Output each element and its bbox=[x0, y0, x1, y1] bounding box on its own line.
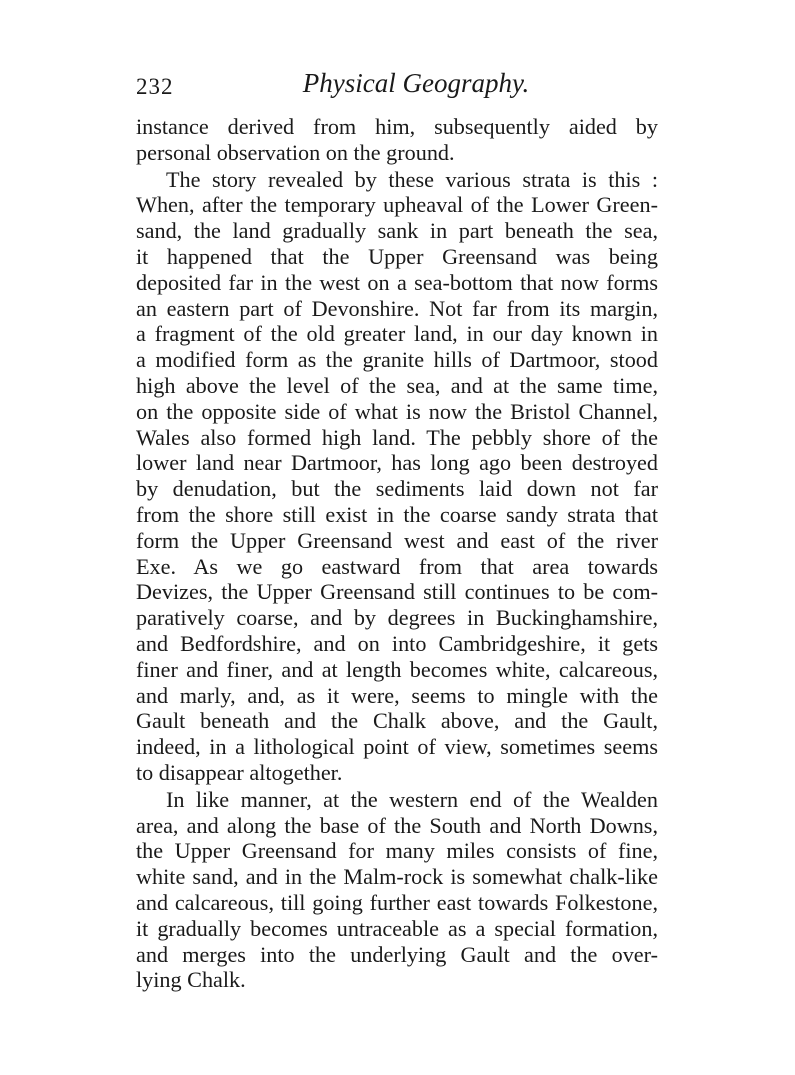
text-line: Gault beneath and the Chalk above, and the Gault, bbox=[136, 708, 658, 734]
text-line: paratively coarse, and by degrees in Buckinghamshire, bbox=[136, 605, 658, 631]
text-line: Devizes, the Upper Greensand still continues to be com- bbox=[136, 579, 658, 605]
text-line: it gradually becomes untraceable as a special formation, bbox=[136, 915, 658, 941]
text-line: lower land near Dartmoor, has long ago been destroyed bbox=[136, 450, 658, 476]
page-header bbox=[136, 62, 666, 102]
body-text bbox=[136, 114, 658, 993]
text-line: and calcareous, till going further east towards Folkestone, bbox=[136, 889, 658, 915]
text-line: a modified form as the granite hills of Dartmoor, stood bbox=[136, 347, 658, 373]
text-line: the Upper Greensand for many miles consists of fine, bbox=[136, 838, 658, 864]
running-title: Physical Geography. bbox=[302, 68, 530, 98]
text-line: When, after the temporary upheaval of the Lower Green- bbox=[136, 192, 658, 218]
text-line: lying Chalk. bbox=[136, 967, 246, 993]
text-line: and marly, and, as it were, seems to mingle with the bbox=[136, 682, 658, 708]
text-line: high above the level of the sea, and at the same time, bbox=[136, 372, 658, 398]
text-line: The story revealed by these various strata is this : bbox=[166, 166, 658, 192]
text-line: white sand, and in the Malm-rock is somewhat chalk-like bbox=[136, 864, 658, 890]
text-line: personal observation on the ground. bbox=[136, 139, 455, 165]
text-line: on the opposite side of what is now the Bristol Channel, bbox=[136, 398, 658, 424]
text-line: Wales also formed high land. The pebbly shore of the bbox=[136, 424, 658, 450]
text-line: from the shore still exist in the coarse sandy strata that bbox=[136, 501, 658, 527]
text-line: by denudation, but the sediments laid down not far bbox=[136, 476, 658, 502]
text-line: and merges into the underlying Gault and the over- bbox=[136, 941, 658, 967]
page-number: 232 bbox=[136, 74, 174, 99]
text-line: sand, the land gradually sank in part beneath the sea, bbox=[136, 218, 658, 244]
paragraph bbox=[136, 167, 658, 786]
text-line: an eastern part of Devonshire. Not far from its margin, bbox=[136, 295, 658, 321]
text-line: to disappear altogether. bbox=[136, 759, 343, 785]
text-line: In like manner, at the western end of the Wealden bbox=[166, 786, 658, 812]
text-line: finer and finer, and at length becomes white, calcareous, bbox=[136, 656, 658, 682]
text-line: a fragment of the old greater land, in our day known in bbox=[136, 321, 658, 347]
text-line: area, and along the base of the South and North Downs, bbox=[136, 812, 658, 838]
text-line: it happened that the Upper Greensand was being bbox=[136, 243, 658, 269]
text-line: deposited far in the west on a sea-bottom that now forms bbox=[136, 269, 658, 295]
text-line: form the Upper Greensand west and east of the river bbox=[136, 527, 658, 553]
text-line: instance derived from him, subsequently aided by bbox=[136, 114, 658, 139]
paragraph bbox=[136, 787, 658, 993]
text-line: indeed, in a lithological point of view, sometimes seems bbox=[136, 734, 658, 760]
text-line: and Bedfordshire, and on into Cambridgeshire, it gets bbox=[136, 630, 658, 656]
text-line: Exe. As we go eastward from that area towards bbox=[136, 553, 658, 579]
paragraph bbox=[136, 114, 658, 166]
